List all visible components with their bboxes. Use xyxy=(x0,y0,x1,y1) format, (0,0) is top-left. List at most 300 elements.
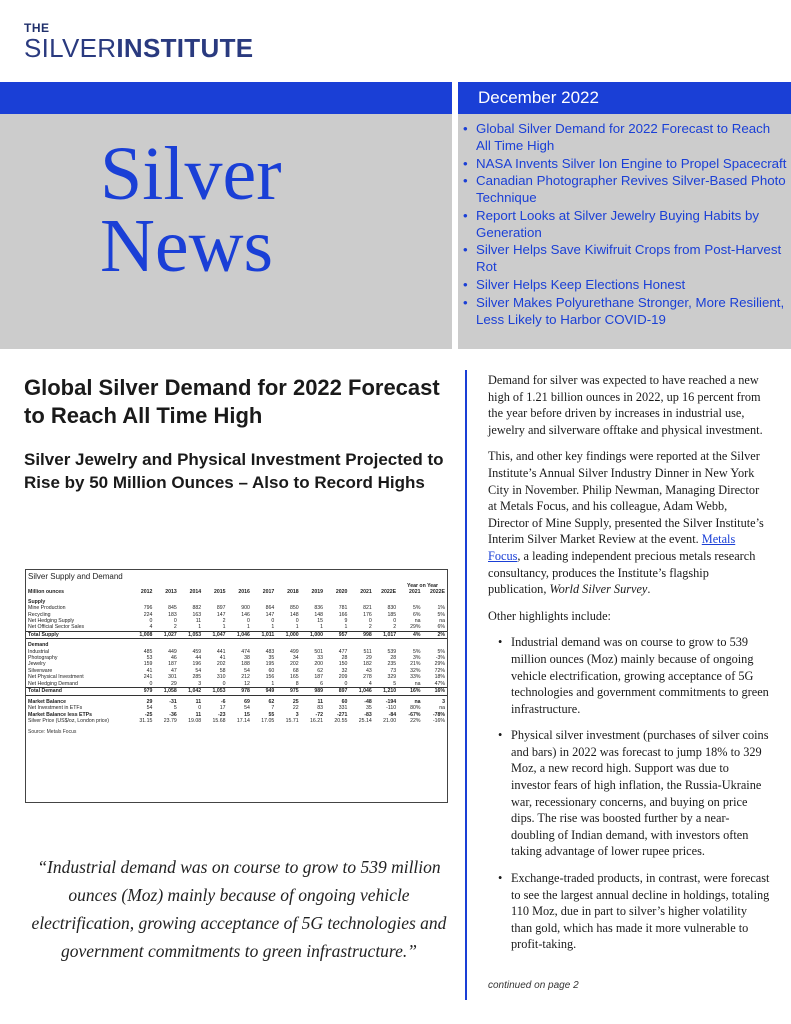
table-cell: 1,000 xyxy=(276,631,300,638)
table-cell: -23 xyxy=(218,711,226,718)
table-cell: 0 xyxy=(173,618,177,625)
table-cell: 46 xyxy=(170,655,177,662)
table-cell: -67% xyxy=(408,711,421,718)
table-cell: 0 xyxy=(344,680,348,687)
table-cell: 29% xyxy=(434,661,445,668)
table-cell: 83 xyxy=(317,705,323,712)
table-cell: 2% xyxy=(423,631,448,638)
table-cell: -36 xyxy=(169,711,177,718)
highlights-list xyxy=(488,634,770,953)
table-cell: 25 xyxy=(292,699,299,705)
logo-brand xyxy=(24,34,253,62)
table-cell: 1,042 xyxy=(179,688,203,695)
table-cell xyxy=(179,596,203,605)
table-cell xyxy=(301,596,325,605)
table-cell: 54 xyxy=(195,667,202,674)
table-cell: 54 xyxy=(146,705,153,712)
table-cell xyxy=(130,639,154,649)
table-cell: 850 xyxy=(289,605,299,612)
table-title: Silver Supply and Demand xyxy=(28,572,123,581)
table-cell: 146 xyxy=(241,611,250,618)
body-paragraph: Other highlights include: xyxy=(488,608,611,623)
table-cell xyxy=(130,596,154,605)
table-cell: 22 xyxy=(292,705,299,712)
article-body xyxy=(488,372,770,963)
table-cell: 897 xyxy=(216,605,226,612)
table-cell: 32 xyxy=(341,667,348,674)
table-cell: 28 xyxy=(390,655,397,662)
table-cell: 19.08 xyxy=(188,718,202,725)
table-cell: -16% xyxy=(432,718,445,725)
row-label: Jewelry xyxy=(28,661,46,668)
metals-focus-link[interactable]: Metals Focus xyxy=(488,532,736,563)
highlight-item: • Exchange-traded products, in contrast, were forecast to see the largest annual decline in holdings, totaling 110 Moz, due in part to silver’s higher volatility than gold, which has made it more vulnerable to profit-taking. xyxy=(488,870,770,953)
table-cell: 979 xyxy=(130,688,154,695)
table-cell: 156 xyxy=(265,674,275,681)
table-cell: 166 xyxy=(338,611,348,618)
table-cell: 4 xyxy=(149,624,153,631)
table-cell: 5% xyxy=(437,611,445,618)
column-header: 2021 xyxy=(360,589,372,596)
table-cell: 1 xyxy=(320,624,323,631)
table-cell: 147 xyxy=(216,611,226,618)
table-cell: 235 xyxy=(387,661,397,668)
newsletter-title xyxy=(100,132,282,288)
column-header: 2021 xyxy=(408,589,421,596)
table-cell: 1 xyxy=(246,624,250,631)
logo-the: THE xyxy=(24,21,50,35)
table-cell: 1,058 xyxy=(154,688,178,695)
table-cell xyxy=(252,639,276,649)
table-cell: 41 xyxy=(146,667,153,674)
silver-institute-logo xyxy=(24,22,253,62)
table-cell: 212 xyxy=(241,674,250,681)
table-of-contents xyxy=(462,120,787,328)
table-cell: 485 xyxy=(143,648,153,655)
table-row xyxy=(26,624,447,631)
table-cell: 5% xyxy=(437,648,445,655)
table-cell: 44 xyxy=(195,655,202,662)
table-cell: na xyxy=(439,618,445,625)
newsletter-title-line2: News xyxy=(100,204,274,288)
table-cell: 4% xyxy=(398,631,422,638)
table-cell: 1 xyxy=(222,624,226,631)
table-cell: 301 xyxy=(168,674,177,681)
table-cell: 196 xyxy=(192,661,202,668)
table-cell: 978 xyxy=(228,688,252,695)
table-cell: 47 xyxy=(170,667,177,674)
table-cell xyxy=(154,596,178,605)
table-cell: 1,000 xyxy=(301,631,325,638)
table-cell: 58 xyxy=(219,667,226,674)
table-cell: 11 xyxy=(195,618,202,625)
table-cell: 224 xyxy=(143,611,153,618)
table-cell: 31.15 xyxy=(139,718,153,725)
table-cell: 20.55 xyxy=(334,718,348,725)
table-cell: 474 xyxy=(241,648,250,655)
body-paragraph: Demand for silver was expected to have reached a new high of 1.21 billion ounces in 2022, up 16 percent from the year before driven by increases in industrial use, jewelry and silverware offtake and physical investment. xyxy=(488,373,763,437)
table-cell xyxy=(423,639,448,649)
toc-item[interactable]: • Silver Helps Keep Elections Honest xyxy=(462,276,787,293)
table-cell: 62 xyxy=(268,699,275,705)
table-cell: 900 xyxy=(241,605,250,612)
table-cell: 9 xyxy=(344,618,348,625)
table-cell xyxy=(276,596,300,605)
table-cell: 7 xyxy=(271,705,275,712)
table-cell: 54 xyxy=(244,705,250,712)
table-cell: 209 xyxy=(338,674,348,681)
table-cell: 29 xyxy=(146,699,153,705)
table-cell: 202 xyxy=(216,661,226,668)
table-cell: 54 xyxy=(244,667,250,674)
row-label: Silverware xyxy=(28,667,53,674)
table-cell: 0 xyxy=(295,618,299,625)
row-label: Net Hedging Demand xyxy=(28,680,78,687)
table-cell: na xyxy=(414,699,421,705)
continued-note: continued on page 2 xyxy=(488,980,579,991)
supply-demand-grid xyxy=(26,583,447,725)
table-cell: 17.05 xyxy=(261,718,275,725)
table-cell: 5 xyxy=(173,705,177,712)
row-label: Net Investment in ETFs xyxy=(28,705,83,712)
table-cell: 25.14 xyxy=(358,718,372,725)
table-cell: 41 xyxy=(219,655,226,662)
table-cell xyxy=(349,639,373,649)
table-cell: 3 xyxy=(198,680,202,687)
table-cell: 148 xyxy=(289,611,299,618)
table-cell: 3 xyxy=(442,699,445,705)
table-cell: 62 xyxy=(317,667,323,674)
table-cell: -271 xyxy=(336,711,348,718)
table-cell xyxy=(398,639,422,649)
section-row xyxy=(26,639,447,649)
row-label: Total Demand xyxy=(26,688,130,695)
column-header: 2020 xyxy=(335,589,348,596)
table-cell: 499 xyxy=(289,648,299,655)
table-cell: 278 xyxy=(363,674,372,681)
table-cell: 28 xyxy=(341,655,348,662)
table-cell xyxy=(325,596,349,605)
table-cell: na xyxy=(414,618,421,625)
table-cell: 477 xyxy=(338,648,348,655)
table-cell xyxy=(228,596,252,605)
column-header: 2015 xyxy=(213,589,226,596)
logo-silver: SILVER xyxy=(24,33,117,63)
table-cell: 148 xyxy=(314,611,323,618)
table-cell xyxy=(301,639,325,649)
unit-label: Million ounces xyxy=(28,589,65,596)
row-label: Net Physical Investment xyxy=(28,674,84,681)
toc-item[interactable]: • Global Silver Demand for 2022 Forecast to Reach All Time High xyxy=(462,120,787,154)
table-cell xyxy=(349,596,373,605)
table-cell: 329 xyxy=(387,674,397,681)
table-cell: 0 xyxy=(149,618,153,625)
table-cell: -48 xyxy=(364,699,372,705)
table-cell: 0 xyxy=(198,705,202,712)
row-label: Industrial xyxy=(28,648,50,655)
table-cell: 15 xyxy=(317,618,323,625)
table-cell: 150 xyxy=(338,661,348,668)
publication-title: World Silver Survey xyxy=(549,582,648,597)
table-cell: -3% xyxy=(435,655,445,662)
table-source: Source: Metals Focus xyxy=(28,728,77,735)
table-cell: 0 xyxy=(368,618,372,625)
table-cell: 1,046 xyxy=(228,631,252,638)
table-cell: 12 xyxy=(244,680,250,687)
column-header: 2016 xyxy=(238,589,250,596)
row-label: Total Supply xyxy=(26,631,130,638)
table-cell: na xyxy=(414,680,421,687)
body-text: , a leading independent precious metals research consultancy, produces the Institute’s flagship publication, xyxy=(488,548,756,597)
table-cell: 43 xyxy=(365,667,372,674)
table-cell: 957 xyxy=(325,631,349,638)
table-cell: 32% xyxy=(410,667,421,674)
table-cell: 15.71 xyxy=(285,718,299,725)
table-cell xyxy=(423,596,448,605)
table-cell: 6% xyxy=(413,611,421,618)
table-cell: 33 xyxy=(317,655,323,662)
table-cell: 29 xyxy=(365,655,372,662)
toc-item[interactable]: • Canadian Photographer Revives Silver-Based Photo Technique xyxy=(462,172,787,206)
section-row xyxy=(26,596,447,605)
table-cell: 60 xyxy=(341,699,348,705)
table-cell: 1,046 xyxy=(349,688,373,695)
table-cell: 2 xyxy=(368,624,372,631)
table-cell: 2 xyxy=(173,624,177,631)
table-cell: 1 xyxy=(344,624,348,631)
table-cell: 441 xyxy=(216,648,226,655)
table-cell: 501 xyxy=(314,648,323,655)
table-cell: 159 xyxy=(143,661,153,668)
table-cell: 55 xyxy=(268,711,275,718)
table-cell: 35 xyxy=(268,655,275,662)
column-header: 2017 xyxy=(262,589,275,596)
table-cell: 60 xyxy=(268,667,275,674)
table-cell: 3% xyxy=(413,655,421,662)
table-cell: 38 xyxy=(244,655,250,662)
table-cell: 1,053 xyxy=(203,688,227,695)
table-cell: 6% xyxy=(437,624,445,631)
table-cell: 0 xyxy=(149,680,153,687)
column-header: 2022E xyxy=(381,589,397,596)
highlight-item: • Industrial demand was on course to grow to 539 million ounces (Moz) mainly because of ongoing vehicle electrification, growing acceptance of 5G technologies and government commitments to green infrastructure. xyxy=(488,634,770,717)
table-cell: 796 xyxy=(143,605,153,612)
table-cell: 11 xyxy=(195,711,202,718)
table-row xyxy=(26,631,447,638)
table-cell: 1,008 xyxy=(130,631,154,638)
body-paragraph xyxy=(488,448,770,597)
supply-demand-table xyxy=(25,569,448,803)
table-cell: 183 xyxy=(168,611,177,618)
table-cell: 781 xyxy=(338,605,348,612)
highlight-item: • Physical silver investment (purchases of silver coins and bars) in 2022 was forecast to jump 18% to 329 Moz, a new record high. Support was due to investor fears of high inflation, the Russia-Ukraine war, recessionary concerns, and buying on price dips. The rise was boosted further by a near-doubling of Indian demand, with investors often taking advantage of lower rupee prices. xyxy=(488,727,770,860)
table-cell: 0 xyxy=(222,680,226,687)
table-cell: 1% xyxy=(437,605,445,612)
table-cell: 15.68 xyxy=(212,718,226,725)
article-subhead: Silver Jewelry and Physical Investment Projected to Rise by 50 Million Ounces – Also to Record Highs xyxy=(24,450,444,492)
table-cell xyxy=(398,596,422,605)
table-cell: 176 xyxy=(363,611,372,618)
table-row xyxy=(26,718,447,724)
toc-item[interactable]: • Report Looks at Silver Jewelry Buying Habits by Generation xyxy=(462,207,787,241)
table-cell: 285 xyxy=(192,674,202,681)
table-cell: 53 xyxy=(146,655,153,662)
table-cell: 80% xyxy=(410,705,421,712)
table-cell: 16.21 xyxy=(310,718,323,725)
table-cell: 1 xyxy=(198,624,202,631)
toc-item[interactable]: • NASA Invents Silver Ion Engine to Propel Spacecraft xyxy=(462,155,787,172)
table-cell: 5 xyxy=(393,680,397,687)
column-header: 2013 xyxy=(165,589,177,596)
column-header: 2018 xyxy=(287,589,299,596)
table-cell: 35 xyxy=(365,705,372,712)
table-cell: 830 xyxy=(387,605,397,612)
table-cell: 310 xyxy=(216,674,226,681)
table-cell: 69 xyxy=(244,699,250,705)
table-cell: 821 xyxy=(363,605,372,612)
table-cell: 5% xyxy=(413,605,421,612)
row-label: Net Hedging Supply xyxy=(28,618,75,625)
table-cell: 182 xyxy=(363,661,372,668)
table-cell xyxy=(325,639,349,649)
table-cell: 72% xyxy=(434,667,445,674)
table-cell: 47% xyxy=(434,680,445,687)
pull-quote: “Industrial demand was on course to grow to 539 million ounces (Moz) mainly because of ongoing vehicle electrification, growing acceptance of 5G technologies and government commitments to green infrastructure.” xyxy=(31,857,447,961)
table-cell: 16% xyxy=(423,688,448,695)
table-cell: 147 xyxy=(265,611,275,618)
column-header: 2022E xyxy=(429,589,445,596)
table-cell: 0 xyxy=(246,618,250,625)
table-cell: 0 xyxy=(393,618,397,625)
table-row xyxy=(26,681,447,688)
table-row xyxy=(26,688,447,695)
table-cell: 1 xyxy=(271,624,275,631)
table-cell: na xyxy=(439,705,445,712)
table-cell: 187 xyxy=(168,661,177,668)
body-text: . xyxy=(647,582,651,597)
row-label: Market Balance xyxy=(28,699,67,705)
table-cell: 1 xyxy=(271,680,275,687)
section-label: Supply xyxy=(28,598,46,605)
table-cell xyxy=(374,596,398,605)
table-cell: 1,047 xyxy=(203,631,227,638)
table-cell: 882 xyxy=(192,605,202,612)
table-cell: 21% xyxy=(410,661,421,668)
body-text: This, and other key findings were reported at the Silver Institute’s Annual Silver Industry Dinner in New York City in November. Philip Newman, Managing Director at Metals Focus, and his colleague, Adam Webb, Director of Mine Supply, presented the Silver Institute’s Interim Silver Market Review at the event. xyxy=(488,449,764,547)
table-cell: 29% xyxy=(410,624,421,631)
row-label: Mine Production xyxy=(28,605,66,612)
table-cell: -110 xyxy=(386,705,397,712)
table-cell: 241 xyxy=(143,674,153,681)
table-cell: 1 xyxy=(295,624,299,631)
table-cell: 202 xyxy=(289,661,299,668)
table-cell: -78% xyxy=(432,711,445,718)
table-cell: 22% xyxy=(410,718,421,725)
table-cell: 185 xyxy=(387,611,397,618)
table-cell: 17.14 xyxy=(236,718,250,725)
table-cell: -25 xyxy=(144,711,153,718)
row-label: Net Official Sector Sales xyxy=(28,624,85,631)
table-cell: -72 xyxy=(315,711,323,718)
table-cell xyxy=(276,639,300,649)
table-cell: 33% xyxy=(410,674,421,681)
table-cell: 18% xyxy=(434,674,445,681)
table-cell: 8 xyxy=(295,680,299,687)
table-cell: 11 xyxy=(195,699,202,705)
column-header: 2014 xyxy=(189,589,202,596)
table-cell: 15 xyxy=(244,711,250,718)
table-cell: 1,027 xyxy=(154,631,178,638)
toc-item[interactable]: • Silver Makes Polyurethane Stronger, More Resilient, Less Likely to Harbor COVID-19 xyxy=(462,294,787,328)
table-cell: 11 xyxy=(317,699,323,705)
table-cell: 1,011 xyxy=(252,631,276,638)
table-cell xyxy=(179,639,203,649)
table-cell: 864 xyxy=(265,605,275,612)
banner-divider xyxy=(452,82,458,349)
table-cell: 187 xyxy=(314,674,323,681)
table-cell: 73 xyxy=(390,667,397,674)
section-label: Demand xyxy=(28,642,49,649)
article-headline: Global Silver Demand for 2022 Forecast to Reach All Time High xyxy=(24,375,440,428)
table-cell xyxy=(203,639,227,649)
table-cell: 3 xyxy=(295,711,299,718)
table-cell: 16% xyxy=(398,688,422,695)
table-cell: 195 xyxy=(265,661,275,668)
table-cell: -6 xyxy=(220,699,226,705)
column-header: 2019 xyxy=(311,589,323,596)
table-cell: 165 xyxy=(289,674,299,681)
newsletter-title-line1: Silver xyxy=(100,132,282,216)
toc-item[interactable]: • Silver Helps Save Kiwifruit Crops from Post-Harvest Rot xyxy=(462,241,787,275)
table-cell: 1,053 xyxy=(179,631,203,638)
table-cell: 2 xyxy=(222,618,226,625)
table-cell: 68 xyxy=(292,667,299,674)
column-rule xyxy=(465,370,467,1000)
table-cell: 998 xyxy=(349,631,373,638)
table-cell: 897 xyxy=(325,688,349,695)
table-cell: 483 xyxy=(265,648,275,655)
table-cell: 200 xyxy=(314,661,323,668)
row-label: Photography xyxy=(28,655,58,662)
table-cell: 511 xyxy=(363,648,372,655)
table-cell: -84 xyxy=(388,711,397,718)
table-cell: 0 xyxy=(271,618,275,625)
table-cell: 331 xyxy=(338,705,348,712)
table-cell: 6 xyxy=(320,680,323,687)
table-cell: -31 xyxy=(169,699,177,705)
yoy-label: Year on Year xyxy=(407,583,439,589)
table-cell: 459 xyxy=(192,648,202,655)
table-cell: 1,017 xyxy=(374,631,398,638)
table-cell xyxy=(203,596,227,605)
table-cell: 23.79 xyxy=(163,718,177,725)
table-cell: 949 xyxy=(252,688,276,695)
table-cell: -194 xyxy=(385,699,397,705)
column-header: 2012 xyxy=(140,589,153,596)
row-label: Market Balance less ETPs xyxy=(28,711,93,718)
logo-institute: INSTITUTE xyxy=(116,33,254,63)
table-cell: -83 xyxy=(364,711,372,718)
table-cell: 989 xyxy=(301,688,325,695)
table-cell: 21.00 xyxy=(383,718,397,725)
issue-date: December 2022 xyxy=(478,88,599,107)
table-cell: 188 xyxy=(241,661,250,668)
table-cell: 4 xyxy=(368,680,372,687)
table-cell: 975 xyxy=(276,688,300,695)
table-cell: 539 xyxy=(387,648,397,655)
table-cell: 845 xyxy=(168,605,177,612)
banner-blue-bar-left xyxy=(0,82,452,114)
